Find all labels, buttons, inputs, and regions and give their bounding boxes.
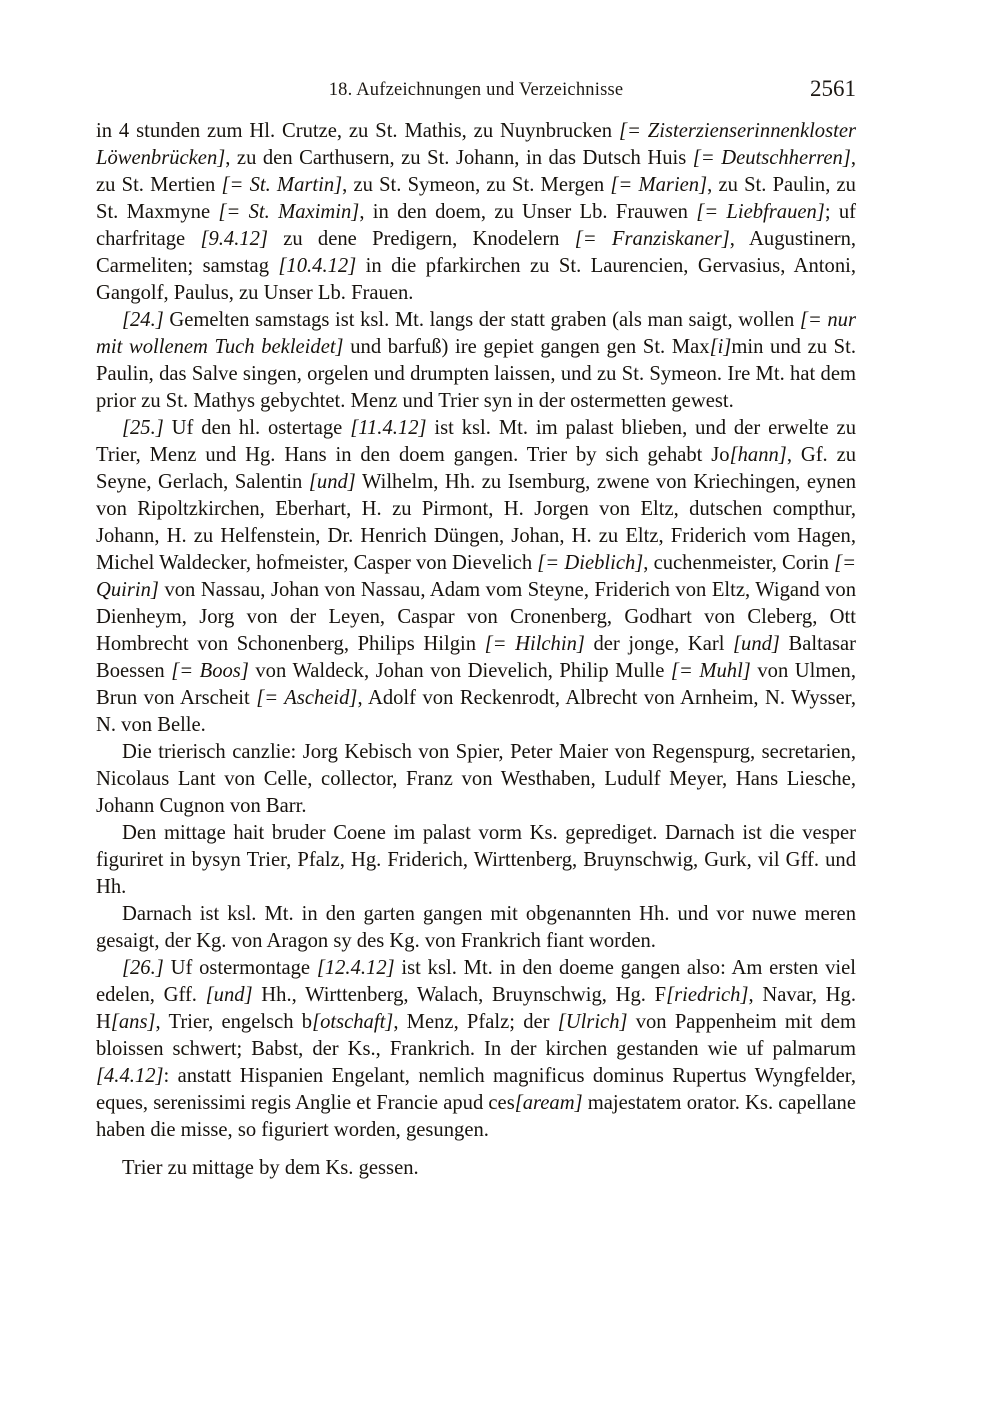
- text-run: von Waldeck, Johan von Dievelich, Philip Mulle: [248, 660, 671, 682]
- paragraph: [96, 739, 856, 820]
- text-body: [96, 118, 856, 1182]
- text-run: , Adolf von Reckenrodt, Albrecht von Arnheim, N. Wysser, N. von Belle.: [96, 687, 856, 736]
- text-run: Uf den hl. ostertage: [163, 417, 351, 439]
- editorial-insertion: [= nur mit wollenem Tuch bekleidet]: [96, 309, 856, 358]
- editorial-insertion: [hann]: [729, 444, 787, 466]
- text-run: in 4 stunden zum Hl. Crutze, zu St. Mathis, zu Nuynbrucken: [96, 120, 619, 142]
- editorial-insertion: [und]: [733, 633, 780, 655]
- text-run: , zu St. Symeon, zu St. Mergen: [342, 174, 611, 196]
- text-run: , Gf. zu Seyne, Gerlach, Salentin: [96, 444, 857, 493]
- text-run: Den mittage hait bruder Coene im palast vorm Ks. geprediget. Darnach ist die vesper figuriret in bysyn Trier, Pfalz, Hg. Friderich, Wirttenberg, Bruynschwig, Gurk, vil Gff. und Hh.: [96, 822, 856, 898]
- text-run: majestatem orator. Ks. capellane haben die misse, so figuriert worden, gesungen.: [96, 1092, 856, 1141]
- text-run: Trier zu mittage by dem Ks. gessen.: [122, 1157, 419, 1179]
- text-run: ; uf charfritage: [96, 201, 857, 250]
- text-run: , cuchenmeister, Corin: [643, 552, 835, 574]
- text-run: , zu den Carthusern, zu St. Johann, in das Dutsch Huis: [225, 147, 693, 169]
- paragraph: [96, 901, 856, 955]
- paragraph: [96, 955, 856, 1144]
- text-run: min und zu St. Paulin, das Salve singen, orgelen und drumpten laissen, und zu St. Symeon. Ire Mt. hat dem prior zu St. Mathys gebychtet. Menz und Trier syn in der ostermetten gewest.: [96, 336, 856, 412]
- editorial-insertion: [und]: [308, 471, 356, 493]
- text-run: Gemelten samstags ist ksl. Mt. langs der statt graben (als man saigt, wollen: [163, 309, 800, 331]
- editorial-insertion: [= Zisterzienserinnenkloster Löwenbrücken]: [96, 120, 856, 169]
- text-run: von Pappenheim mit dem bloissen schwert; Babst, der Ks., Frankrich. In der kirchen gestanden wie uf palmarum: [96, 1011, 856, 1060]
- text-run: von Nassau, Johan von Nassau, Adam vom Steyne, Friderich von Eltz, Wigand von Dienheym, Jorg von der Leyen, Caspar von Cronenberg, Godhart von Cleberg, Ott Hombrecht von Schonenberg, Philips Hilgin: [96, 579, 856, 655]
- editorial-insertion: [24.]: [122, 309, 164, 331]
- running-head: [96, 76, 856, 106]
- section-title: 18. Aufzeichnungen und Verzeichnisse: [328, 80, 624, 100]
- editorial-insertion: [25.]: [122, 417, 164, 439]
- editorial-insertion: [26.]: [122, 957, 164, 979]
- editorial-insertion: [= Franziskaner]: [574, 228, 730, 250]
- paragraph: [96, 415, 856, 739]
- editorial-insertion: [= St. Maximin]: [218, 201, 360, 223]
- text-run: in die pfarkirchen zu St. Laurencien, Gervasius, Antoni, Gangolf, Paulus, zu Unser Lb. Frauen.: [96, 255, 856, 304]
- text-run: , zu St. Paulin, zu St. Maxmyne: [96, 174, 856, 223]
- text-run: : anstatt Hispanien Engelant, nemlich magnificus dominus Rupertus Wyngfelder, eques, serenissimi regis Anglie et Francie apud ces: [96, 1065, 856, 1114]
- editorial-insertion: [Ulrich]: [557, 1011, 628, 1033]
- editorial-insertion: [10.4.12]: [278, 255, 357, 277]
- editorial-insertion: [und]: [205, 984, 253, 1006]
- editorial-insertion: [aream]: [514, 1092, 583, 1114]
- editorial-insertion: [= Muhl]: [670, 660, 751, 682]
- editorial-insertion: [= Marien]: [610, 174, 708, 196]
- text-run: , zu St. Mertien: [96, 147, 856, 196]
- editorial-insertion: [= Hilchin]: [484, 633, 585, 655]
- editorial-insertion: [= Deutschherren]: [692, 147, 851, 169]
- editorial-insertion: [12.4.12]: [316, 957, 395, 979]
- paragraph: [96, 118, 856, 307]
- text-run: der jonge, Karl: [584, 633, 734, 655]
- text-run: , in den doem, zu Unser Lb. Frauwen: [359, 201, 697, 223]
- editorial-insertion: [9.4.12]: [200, 228, 268, 250]
- text-run: Baltasar Boessen: [96, 633, 856, 682]
- editorial-insertion: [= Quirin]: [96, 552, 856, 601]
- editorial-insertion: [i]: [709, 336, 732, 358]
- text-run: , Menz, Pfalz; der: [393, 1011, 558, 1033]
- text-run: Darnach ist ksl. Mt. in den garten gangen mit obgenannten Hh. und vor nuwe meren gesaigt, der Kg. von Aragon sy des Kg. von Frankrich fiant worden.: [96, 903, 856, 952]
- text-run: von Ulmen, Brun von Arscheit: [96, 660, 856, 709]
- paragraph: [96, 307, 856, 415]
- paragraph: [96, 820, 856, 901]
- editorial-insertion: [= Dieblich]: [537, 552, 644, 574]
- paragraph: [96, 1155, 856, 1182]
- text-run: ist ksl. Mt. in den doeme gangen also: Am ersten viel edelen, Gff.: [96, 957, 856, 1006]
- page-number: 2561: [810, 76, 856, 101]
- editorial-insertion: [otschaft]: [312, 1011, 394, 1033]
- editorial-insertion: [= Liebfrauen]: [696, 201, 825, 223]
- editorial-insertion: [= Ascheid]: [256, 687, 358, 709]
- text-run: zu dene Predigern, Knodelern: [267, 228, 575, 250]
- editorial-insertion: [riedrich]: [666, 984, 749, 1006]
- text-run: Wilhelm, Hh. zu Isemburg, zwene von Kriechingen, eynen von Ripoltzkirchen, Eberhart, H. zu Pirmont, H. Jorgen von Eltz, dutschen compthur, Johann, H. zu Helfenstein, Dr. Henrich Düngen, Johan, H. zu Eltz, Friderich vom Hagen, Michel Waldecker, hofmeister, Casper von Dievelich: [96, 471, 857, 574]
- text-run: Die trierisch canzlie: Jorg Kebisch von Spier, Peter Maier von Regenspurg, secretarien, Nicolaus Lant von Celle, collector, Franz von Westhaben, Ludulf Meyer, Hans Liesche, Johann Cugnon von Barr.: [96, 741, 856, 817]
- editorial-insertion: [ans]: [110, 1011, 156, 1033]
- editorial-insertion: [11.4.12]: [350, 417, 427, 439]
- editorial-insertion: [= Boos]: [171, 660, 249, 682]
- text-run: und barfuß) ire gepiet gangen gen St. Max: [343, 336, 710, 358]
- editorial-insertion: [= St. Martin]: [221, 174, 343, 196]
- text-run: , Navar, Hg. H: [96, 984, 856, 1033]
- text-run: , Augustinern, Carmeliten; samstag: [96, 228, 857, 277]
- editorial-insertion: [4.4.12]: [96, 1065, 164, 1087]
- text-run: , Trier, engelsch b: [155, 1011, 313, 1033]
- text-run: ist ksl. Mt. im palast blieben, und der erwelte zu Trier, Menz und Hg. Hans in den doem gangen. Trier by sich gehabt Jo: [96, 417, 856, 466]
- text-run: Uf ostermontage: [163, 957, 317, 979]
- text-run: Hh., Wirttenberg, Walach, Bruynschwig, Hg. F: [252, 984, 667, 1006]
